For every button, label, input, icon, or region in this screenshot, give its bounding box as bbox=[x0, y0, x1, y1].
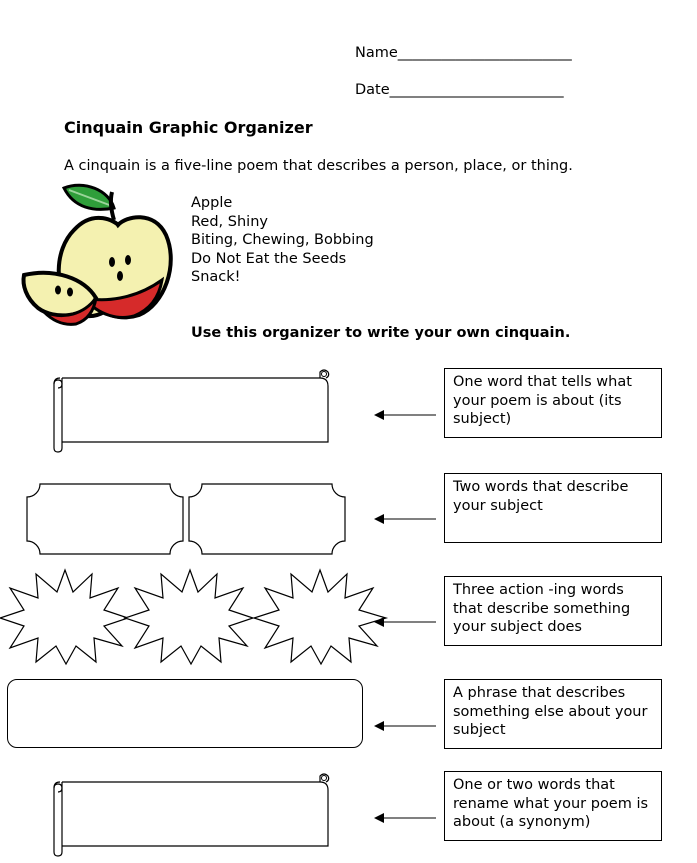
row-description: One word that tells what your poem is about (its subject) bbox=[444, 368, 662, 438]
scroll-answer-box-1[interactable] bbox=[48, 368, 338, 452]
burst-answer-box-1[interactable] bbox=[0, 566, 130, 666]
instruction-text: Use this organizer to write your own cinquain. bbox=[191, 325, 571, 341]
name-field[interactable]: Name________________________ bbox=[355, 45, 572, 61]
example-poem bbox=[191, 194, 374, 287]
burst-answer-box-3[interactable] bbox=[252, 566, 388, 666]
row-description: A phrase that describes something else about your subject bbox=[444, 679, 662, 749]
poem-line: Red, Shiny bbox=[191, 213, 268, 230]
intro-text: A cinquain is a five-line poem that describes a person, place, or thing. bbox=[64, 158, 573, 174]
scroll-answer-box-2[interactable] bbox=[48, 772, 338, 856]
arrow-5 bbox=[374, 811, 436, 825]
poem-line: Do Not Eat the Seeds bbox=[191, 250, 347, 267]
poem-line: Biting, Chewing, Bobbing bbox=[191, 232, 374, 248]
burst-answer-box-2[interactable] bbox=[125, 566, 255, 666]
ticket-answer-box-2[interactable] bbox=[188, 483, 346, 555]
row-description: Two words that describe your subject bbox=[444, 473, 662, 543]
date-field[interactable]: Date________________________ bbox=[355, 82, 564, 98]
arrow-1 bbox=[374, 408, 436, 422]
rounded-answer-box[interactable] bbox=[7, 679, 363, 748]
page-title: Cinquain Graphic Organizer bbox=[64, 118, 313, 137]
row-description: One or two words that rename what your poem is about (a synonym) bbox=[444, 771, 662, 841]
arrow-4 bbox=[374, 719, 436, 733]
apple-illustration bbox=[14, 180, 184, 330]
ticket-answer-box-1[interactable] bbox=[26, 483, 184, 555]
row-description: Three action -ing words that describe something your subject does bbox=[444, 576, 662, 646]
poem-line: Snack! bbox=[191, 269, 241, 285]
poem-line: Apple bbox=[191, 195, 233, 211]
arrow-2 bbox=[374, 512, 436, 526]
arrow-3 bbox=[374, 615, 436, 629]
